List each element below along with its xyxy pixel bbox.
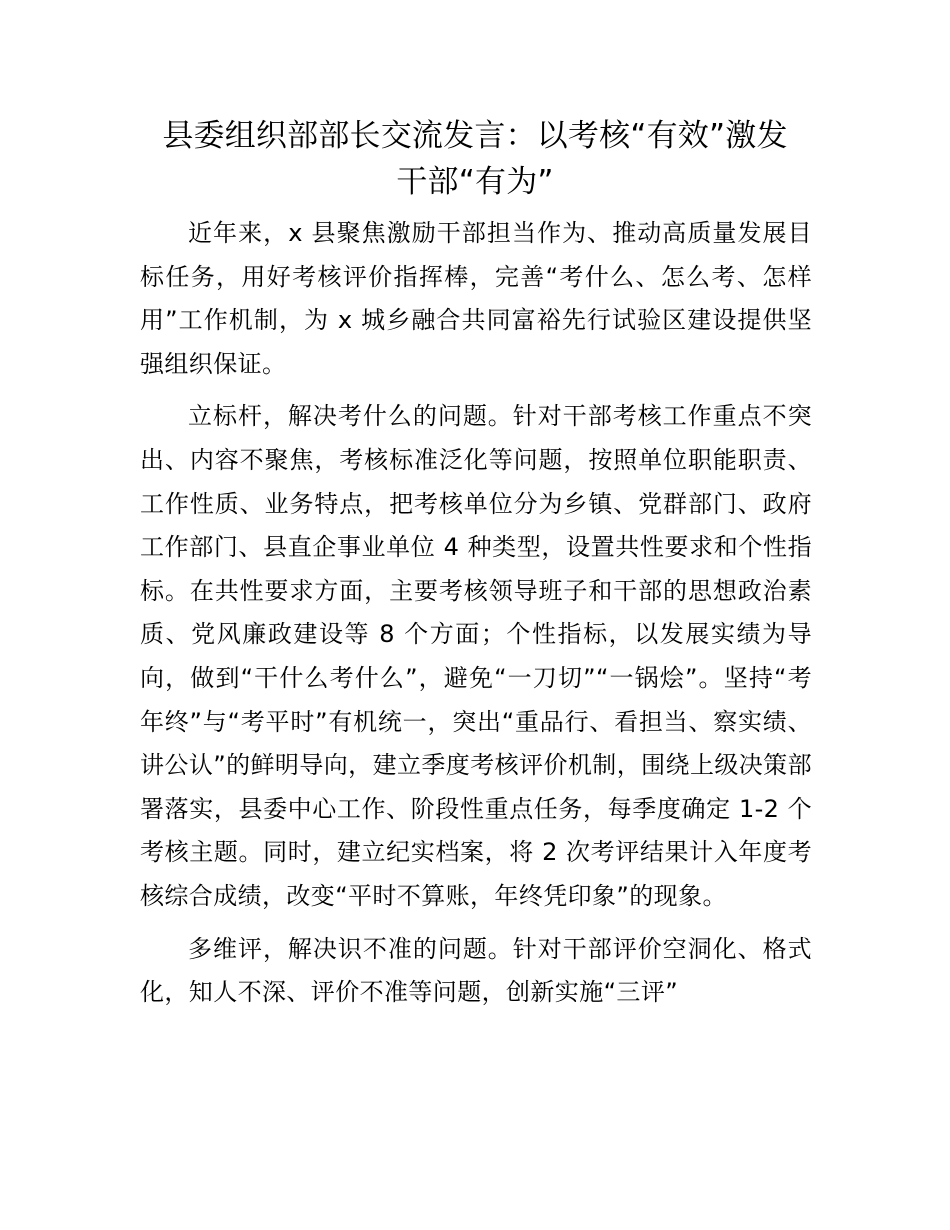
paragraph-standards: 立标杆，解决考什么的问题。针对干部考核工作重点不突出、内容不聚焦，考核标准泛化等问题，按照单位职能职责、工作性质、业务特点，把考核单位分为乡镇、党群部门、政府工作部门、县直企事业单位 4 种类型，设置共性要求和个性指标。在共性要求方面，主要考核领导班子和干部的思想政治素质、党风廉政建设等 8 个方面；个性指标，以发展实绩为导向，做到“干什么考什么”，避免“一刀切”“一锅烩”。坚持“考年终”与“考平时”有机统一，突出“重品行、看担当、察实绩、讲公认”的鲜明导向，建立季度考核评价机制，围绕上级决策部署落实，县委中心工作、阶段性重点任务，每季度确定 1-2 个考核主题。同时，建立纪实档案，将 2 次考评结果计入年度考核综合成绩，改变“平时不算账，年终凭印象”的现象。 xyxy=(140,402,812,910)
paragraph-intro: 近年来，x 县聚焦激励干部担当作为、推动高质量发展目标任务，用好考核评价指挥棒，完善“考什么、怎么考、怎样用”工作机制，为 x 城乡融合共同富裕先行试验区建设提供坚强组织保证。 xyxy=(140,219,812,378)
document-body xyxy=(140,212,812,1024)
document-title xyxy=(140,113,810,205)
title-line-1: 县委组织部部长交流发言：以考核“有效”激发 xyxy=(162,118,788,154)
title-line-2: 干部“有为” xyxy=(396,164,554,200)
paragraph-evaluation: 多维评，解决识不准的问题。针对干部评价空洞化、格式化，知人不深、评价不准等问题，创新实施“三评” xyxy=(140,934,812,1007)
